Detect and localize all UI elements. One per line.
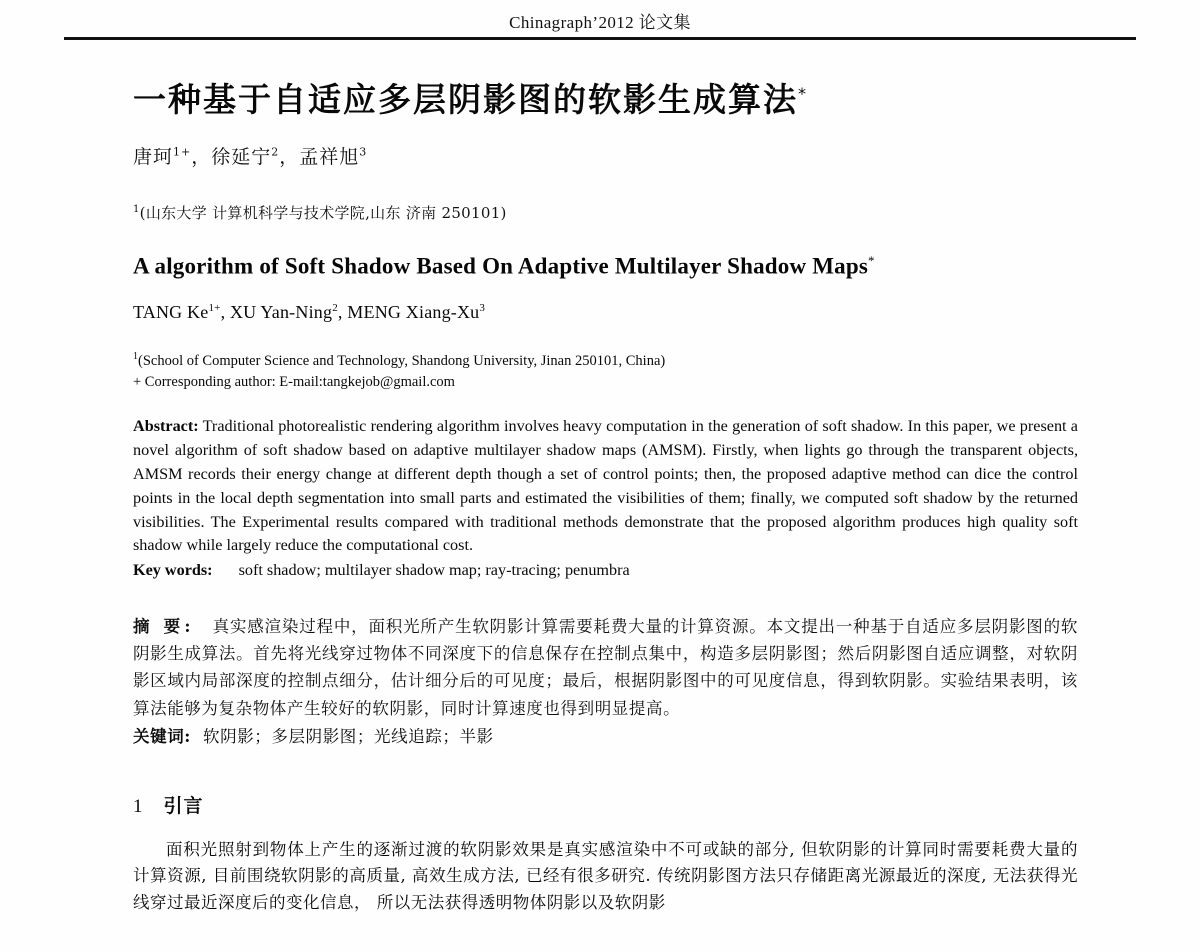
section-1-title: 引言 [163, 794, 204, 817]
english-author-3-name: MENG Xiang-Xu [347, 302, 480, 323]
english-keywords-label: Key words: [133, 561, 213, 580]
english-keywords [133, 559, 1078, 582]
section-heading-1 [133, 791, 1078, 818]
chinese-abstract [133, 613, 1078, 723]
chinese-author-3-name: 孟祥旭 [299, 145, 360, 168]
chinese-title-footnote-marker: * [798, 84, 808, 103]
chinese-author-1-name: 唐珂 [133, 145, 174, 168]
english-affiliation-text: (School of Computer Science and Technology, Shandong University, Jinan 250101, China) [138, 353, 666, 370]
english-author-sep-2: , [337, 302, 348, 323]
corresponding-author-line: + Corresponding author: E-mail:tangkejob@gmail.com [133, 373, 455, 390]
english-abstract [133, 415, 1078, 558]
content-column [133, 0, 1078, 934]
english-author-sep-1: , [220, 302, 230, 323]
chinese-title-text: 一种基于自适应多层阴影图的软影生成算法 [133, 80, 798, 119]
english-keywords-text: soft shadow; multilayer shadow map; ray-tracing; penumbra [238, 561, 630, 580]
chinese-affiliation [133, 202, 1078, 223]
english-title [133, 253, 1078, 280]
english-author-3-sup: 3 [479, 302, 486, 315]
english-affiliation [133, 350, 1078, 392]
english-abstract-label: Abstract: [133, 417, 199, 436]
chinese-keywords [133, 724, 1078, 750]
running-header-text: Chinagraph’2012 论文集 [509, 13, 691, 32]
chinese-abstract-label: 摘 要: [133, 616, 195, 636]
chinese-affiliation-text: (山东大学 计算机科学与技术学院,山东 济南 250101) [139, 203, 507, 222]
section-1-paragraph-1: 面积光照射到物体上产生的逐渐过渡的软阴影效果是真实感渲染中不可或缺的部分, 但软阴影的计算同时需要耗费大量的计算资源, 目前围绕软阴影的高质量, 高效生成方法, 已经有很多研究. 传统阴影图方法只存储距离光源最近的深度, 无法获得光线穿过最近深度后的变化信息， 所以无法获得透明物体阴影以及软阴影 [133, 839, 1078, 913]
section-1-number: 1 [133, 795, 144, 817]
chinese-author-sep-1: ， [191, 145, 212, 168]
english-author-1-sup: 1+ [208, 302, 221, 315]
chinese-author-1-sup: 1+ [173, 145, 192, 159]
chinese-keywords-text: 软阴影；多层阴影图；光线追踪；半影 [203, 727, 494, 747]
chinese-keywords-label: 关键词: [133, 727, 191, 747]
english-author-1-name: TANG Ke [133, 302, 209, 323]
english-author-2-sup: 2 [332, 302, 338, 315]
chinese-title [133, 80, 1078, 120]
english-author-2-name: XU Yan-Ning [229, 302, 333, 323]
english-authors [133, 302, 1078, 323]
chinese-authors [133, 142, 1078, 169]
english-title-text: A algorithm of Soft Shadow Based On Adaptive Multilayer Shadow Maps [133, 253, 869, 279]
chinese-affiliation-sup: 1 [133, 203, 140, 215]
english-abstract-body: Traditional photorealistic rendering algorithm involves heavy computation in the generation of soft shadow. In this paper, we present a novel algorithm of soft shadow based on adaptive multilayer shadow maps (AMSM). Firstly, when lights go through the transparent objects, AMSM records their energy change at different depth though a set of control points; then, the proposed adaptive method can dice the control points in the local depth segmentation into small parts and estimated the visibilities of them; finally, we computed soft shadow by the returned visibilities. The Experimental results compared with traditional methods demonstrate that the proposed algorithm produces high quality soft shadow while largely reduce the computational cost. [133, 417, 1078, 555]
english-title-footnote-marker: * [868, 252, 875, 268]
chinese-author-2-name: 徐延宁 [211, 145, 272, 168]
chinese-author-2-sup: 2 [271, 145, 280, 159]
english-affiliation-line-1 [133, 350, 1078, 371]
chinese-abstract-body: 真实感渲染过程中，面积光所产生软阴影计算需要耗费大量的计算资源。本文提出一种基于自适应多层阴影图的软阴影生成算法。首先将光线穿过物体不同深度下的信息保存在控制点集中，构造多层阴影图；然后阴影图自适应调整，对软阴影区域内局部深度的控制点细分，估计细分后的可见度；最后，根据阴影图中的可见度信息，得到软阴影。实验结果表明，该算法能够为复杂物体产生较好的软阴影，同时计算速度也得到明显提高。 [133, 616, 1078, 718]
chinese-author-3-sup: 3 [359, 145, 368, 159]
english-affiliation-sup: 1 [133, 351, 138, 363]
chinese-author-sep-2: ， [279, 145, 300, 168]
